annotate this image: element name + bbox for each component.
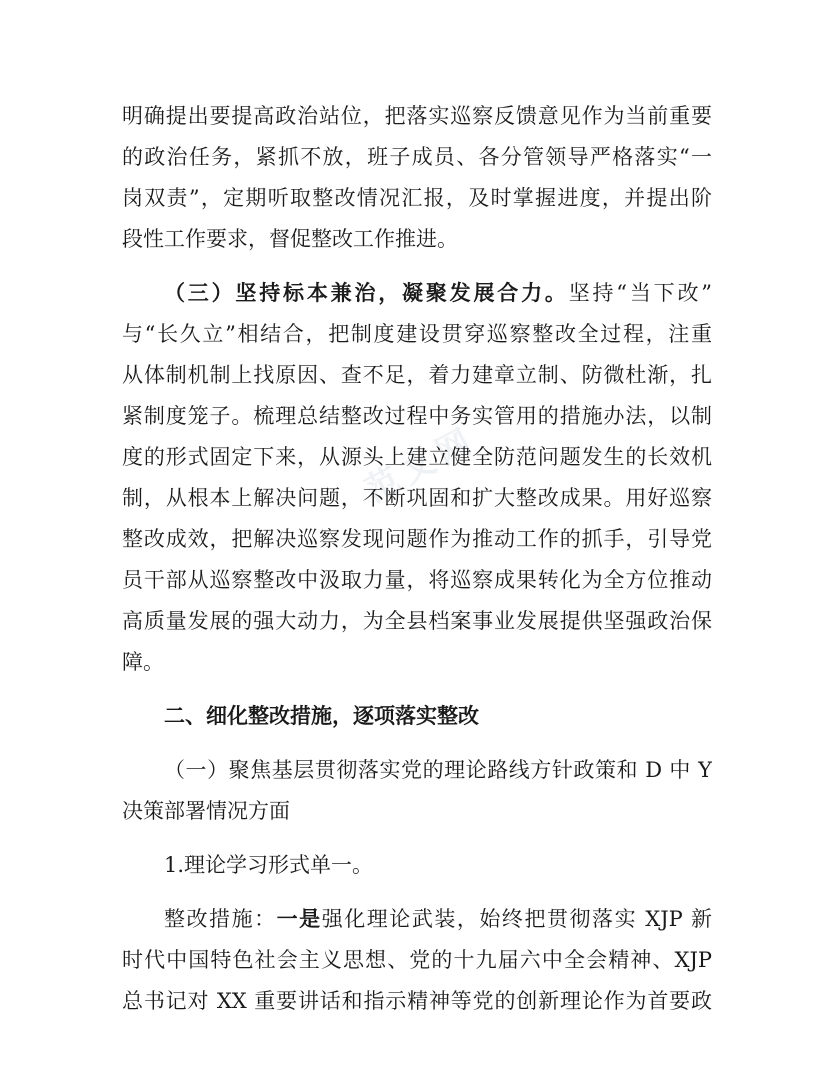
para1-line-4: 段性工作要求，督促整改工作推进。 xyxy=(122,227,458,251)
para2-first-line xyxy=(164,276,712,310)
para2-line-6: 制，从根本上解决问题，不断巩固和扩大整改成果。用好巡察 xyxy=(122,486,712,510)
measures-first-emph: 一是 xyxy=(276,906,322,931)
para2-line-2: 与“长久立”相结合，把制度建设贯穿巡察整改全过程，注重 xyxy=(122,322,712,346)
measures-first-rest: 强化理论武装，始终把贯彻落实 XJP 新 xyxy=(321,907,712,931)
watermark: 范文网 xyxy=(358,419,484,512)
para2-line-5: 度的形式固定下来，从源头上建立健全防范问题发生的长效机 xyxy=(122,445,712,469)
measures-first-line xyxy=(164,902,712,936)
para2-first-rest: 坚持“当下改” xyxy=(568,281,712,305)
subsection1-line-1: （一）聚焦基层贯彻落实党的理论路线方针政策和 D 中 Y xyxy=(164,758,712,782)
measures-line-2: 时代中国特色社会主义思想、党的十九届六中全会精神、XJP xyxy=(122,948,712,972)
para1-line-1: 明确提出要提高政治站位，把落实巡察反馈意见作为当前重要 xyxy=(122,104,712,128)
item1-title: 1.理论学习形式单一。 xyxy=(164,853,374,877)
para2-line-4: 紧制度笼子。梳理总结整改过程中务实管用的措施办法，以制 xyxy=(122,404,712,428)
para2-line-7: 整改成效，把解决巡察发现问题作为推动工作的抓手，引导党 xyxy=(122,527,712,551)
para2-line-8: 员干部从巡察整改中汲取力量，将巡察成果转化为全方位推动 xyxy=(122,568,712,592)
para1-line-2: 的政治任务，紧抓不放，班子成员、各分管领导严格落实“一 xyxy=(122,145,712,169)
measures-line-3: 总书记对 XX 重要讲话和指示精神等党的创新理论作为首要政 xyxy=(122,989,712,1013)
para1-line-3: 岗双责”，定期听取整改情况汇报，及时掌握进度，并提出阶 xyxy=(122,186,712,210)
section2-title: 二、细化整改措施，逐项落实整改 xyxy=(164,704,479,728)
measures-label: 整改措施： xyxy=(164,907,277,931)
para2-line-3: 从体制机制上找原因、查不足，着力建章立制、防微杜渐，扎 xyxy=(122,363,712,387)
para2-line-10: 障。 xyxy=(122,650,164,674)
subsection1-line-2: 决策部署情况方面 xyxy=(122,799,290,823)
para2-line-9: 高质量发展的强大动力，为全县档案事业发展提供坚强政治保 xyxy=(122,609,712,633)
para2-heading: （三）坚持标本兼治，凝聚发展合力。 xyxy=(164,280,569,305)
